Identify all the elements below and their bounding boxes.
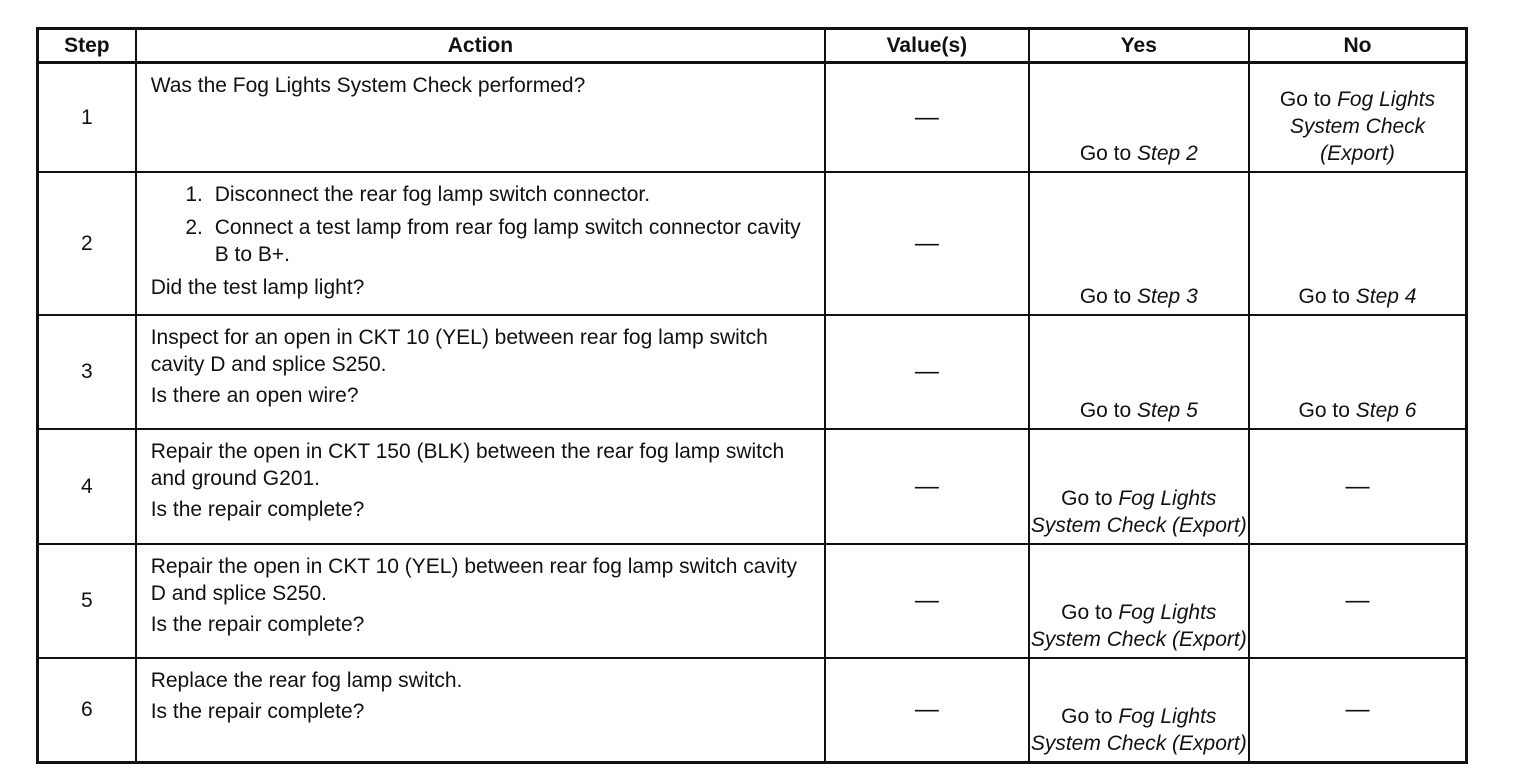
no-prefix: Go to [1298,285,1356,308]
yes-cell [1029,658,1249,763]
value-cell: — [825,429,1028,544]
header-action: Action [136,29,825,63]
yes-prefix: Go to [1061,487,1119,510]
action-question: Is there an open wire? [150,384,359,407]
header-no: No [1249,29,1466,63]
yes-target: Step 2 [1137,142,1198,165]
header-yes: Yes [1029,29,1249,63]
table-row [38,172,1467,315]
no-target: Step 4 [1355,285,1417,308]
step-number: 4 [38,429,136,544]
diagnostic-table [36,27,1468,764]
no-cell: — [1249,658,1466,763]
no-cell [1249,172,1466,315]
value-cell: — [825,172,1028,315]
action-text: Was the Fog Lights System Check performed? [150,74,586,97]
table-row [38,429,1467,544]
table-row [38,315,1467,429]
no-cell [1249,63,1466,173]
header-values: Value(s) [825,29,1028,63]
action-question: Did the test lamp light? [150,276,365,299]
yes-cell [1029,315,1249,429]
no-target: Fog Lights System Check (Export) [1289,88,1436,165]
no-prefix: Go to [1298,399,1356,422]
yes-cell [1029,544,1249,658]
no-cell [1249,315,1466,429]
action-cell [136,172,825,315]
action-cell [136,63,825,173]
value-cell: — [825,658,1028,763]
yes-target: Step 3 [1137,285,1198,308]
action-steps-list [151,181,816,268]
step-number: 2 [38,172,136,315]
yes-target: Fog Lights System Check (Export) [1030,601,1247,651]
value-cell: — [825,63,1028,173]
step-number: 1 [38,63,136,173]
step-number: 3 [38,315,136,429]
action-cell [136,658,825,763]
action-cell [136,544,825,658]
action-text: Inspect for an open in CKT 10 (YEL) between rear fog lamp switch cavity D and splice S250. [150,326,768,376]
action-text: Replace the rear fog lamp switch. [150,669,463,692]
header-row [38,29,1467,63]
action-step: 2. Connect a test lamp from rear fog lamp switch connector cavity B to B+. [209,214,816,268]
yes-target: Step 5 [1137,399,1198,422]
yes-prefix: Go to [1061,705,1119,728]
yes-target: Fog Lights System Check (Export) [1030,705,1247,755]
no-cell: — [1249,429,1466,544]
action-text: Repair the open in CKT 150 (BLK) between the rear fog lamp switch and ground G201. [150,440,785,490]
table-row [38,658,1467,763]
table-row [38,63,1467,173]
yes-prefix: Go to [1061,601,1119,624]
yes-cell [1029,429,1249,544]
action-question: Is the repair complete? [150,498,365,521]
action-cell [136,429,825,544]
yes-cell [1029,63,1249,173]
value-cell: — [825,544,1028,658]
yes-target: Fog Lights System Check (Export) [1030,487,1247,537]
yes-prefix: Go to [1079,142,1138,165]
no-target: Step 6 [1355,399,1417,422]
value-cell: — [825,315,1028,429]
header-step: Step [38,29,136,63]
no-cell: — [1249,544,1466,658]
action-text: Repair the open in CKT 10 (YEL) between rear fog lamp switch cavity D and splice S250. [150,555,797,605]
action-question: Is the repair complete? [150,613,365,636]
action-question: Is the repair complete? [150,700,365,723]
no-prefix: Go to [1279,88,1338,111]
yes-prefix: Go to [1079,285,1138,308]
step-number: 5 [38,544,136,658]
yes-prefix: Go to [1079,399,1138,422]
action-cell [136,315,825,429]
table-row [38,544,1467,658]
step-number: 6 [38,658,136,763]
yes-cell [1029,172,1249,315]
action-step: 1. Disconnect the rear fog lamp switch connector. [209,181,816,208]
